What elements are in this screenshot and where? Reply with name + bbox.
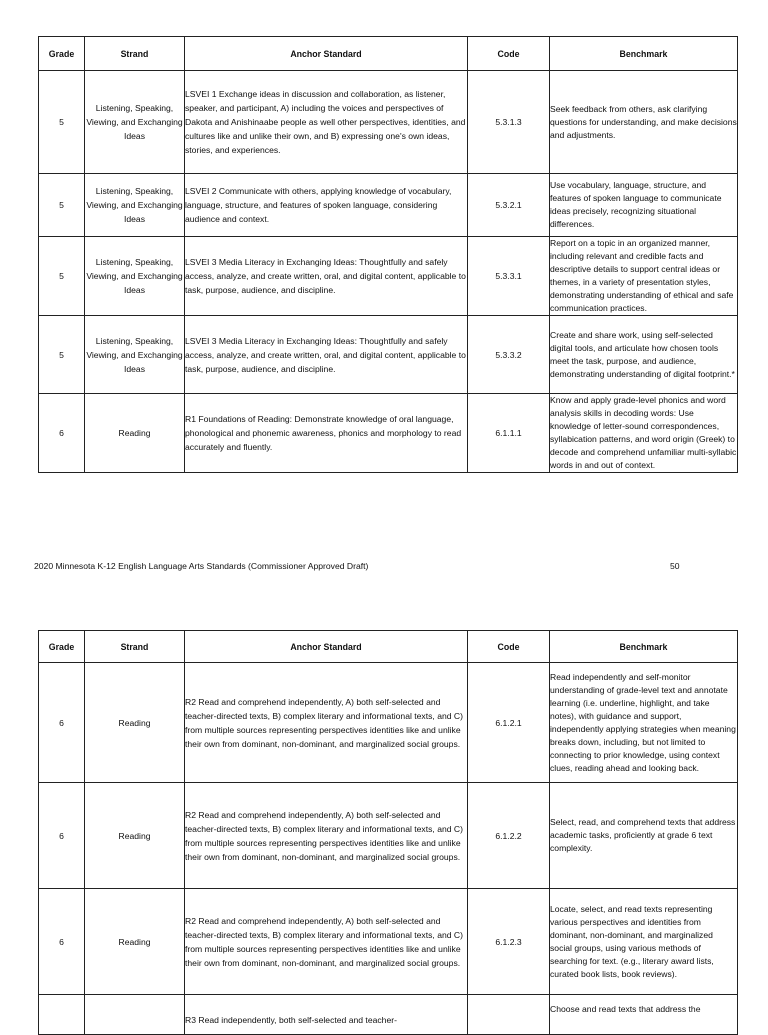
header-grade: Grade [39, 37, 85, 71]
strand-cell: Listening, Speaking, Viewing, and Exchanging Ideas [85, 71, 185, 174]
grade-cell: 6 [39, 394, 85, 473]
benchmark-cell: Seek feedback from others, ask clarifying questions for understanding, and make decisions and adjustments. [550, 71, 738, 174]
table-row [39, 889, 738, 995]
grade-cell: 6 [39, 889, 85, 995]
benchmark-cell: Use vocabulary, language, structure, and features of spoken language to communicate ideas precisely, recognizing situational differences. [550, 174, 738, 237]
grade-cell: 6 [39, 663, 85, 783]
anchor-standard-cell: R2 Read and comprehend independently, A) both self-selected and teacher-directed texts, B) complex literary and informational texts, and C) from multiple sources representing perspectives identities like and unlike their own from dominant, non-dominant, and marginalized social groups. [185, 663, 468, 783]
grade-cell: 5 [39, 316, 85, 394]
table-row [39, 783, 738, 889]
header-strand: Strand [85, 37, 185, 71]
benchmark-cell: Select, read, and comprehend texts that address academic tasks, proficiently at grade 6 text complexity. [550, 783, 738, 889]
footer-document-title: 2020 Minnesota K-12 English Language Arts Standards (Commissioner Approved Draft) [34, 561, 369, 571]
strand-cell: Reading [85, 783, 185, 889]
anchor-standard-cell: R1 Foundations of Reading: Demonstrate knowledge of oral language, phonological and phonemic awareness, phonics and morphology to read accurately and fluently. [185, 394, 468, 473]
anchor-standard-cell: LSVEI 3 Media Literacy in Exchanging Ideas: Thoughtfully and safely access, analyze, and create written, oral, and digital content, applicable to task, purpose, audience, and discipline. [185, 316, 468, 394]
grade-cell: 5 [39, 71, 85, 174]
strand-cell: Reading [85, 889, 185, 995]
table-row [39, 237, 738, 316]
header-benchmark: Benchmark [550, 37, 738, 71]
code-cell: 5.3.3.1 [468, 237, 550, 316]
header-anchor-standard: Anchor Standard [185, 631, 468, 663]
table-header-row [39, 37, 738, 71]
strand-cell: Listening, Speaking, Viewing, and Exchanging Ideas [85, 237, 185, 316]
code-cell: 5.3.3.2 [468, 316, 550, 394]
table-row [39, 394, 738, 473]
benchmark-cell: Know and apply grade-level phonics and word analysis skills in decoding words: Use knowledge of letter-sound correspondences, syllabication patterns, and word origin (Greek) to decode and comprehend unfamiliar multi-syllabic words in and out of context. [550, 394, 738, 473]
benchmark-cell: Locate, select, and read texts representing various perspectives and identities from dominant, non-dominant, and marginalized social groups, using various methods of searching for text. (e.g., literary award lists, curated book lists, book reviews). [550, 889, 738, 995]
anchor-standard-cell: LSVEI 1 Exchange ideas in discussion and collaboration, as listener, speaker, and participant, A) including the voices and perspectives of Dakota and Anishinaabe people as well other perspectives, identities, and cultures like and unlike their own, and B) expressing one's own ideas, stories, and experiences. [185, 71, 468, 174]
code-cell: 5.3.1.3 [468, 71, 550, 174]
benchmark-cell: Choose and read texts that address the [550, 995, 738, 1035]
anchor-standard-cell: R2 Read and comprehend independently, A) both self-selected and teacher-directed texts, B) complex literary and informational texts, and C) from multiple sources representing perspectives identities like and unlike their own from dominant, non-dominant, and marginalized social groups. [185, 783, 468, 889]
benchmark-cell: Read independently and self-monitor understanding of grade-level text and annotate learning (i.e. underline, highlight, and take notes), with guidance and support, independently applying strategies when meaning breaks down, including, but not limited to connecting to prior knowledge, using context clues, reading ahead and looking back. [550, 663, 738, 783]
table-row [39, 316, 738, 394]
table-header-row [39, 631, 738, 663]
anchor-standard-cell: R3 Read independently, both self-selected and teacher- [185, 995, 468, 1035]
table-row [39, 663, 738, 783]
code-cell: 6.1.1.1 [468, 394, 550, 473]
header-anchor-standard: Anchor Standard [185, 37, 468, 71]
grade-cell: 6 [39, 783, 85, 889]
strand-cell [85, 995, 185, 1035]
header-code: Code [468, 631, 550, 663]
table-row [39, 995, 738, 1035]
code-cell [468, 995, 550, 1035]
header-code: Code [468, 37, 550, 71]
anchor-standard-cell: R2 Read and comprehend independently, A) both self-selected and teacher-directed texts, B) complex literary and informational texts, and C) from multiple sources representing perspectives identities like and unlike their own from dominant, non-dominant, and marginalized social groups. [185, 889, 468, 995]
standards-table-bottom [38, 630, 738, 1035]
code-cell: 6.1.2.1 [468, 663, 550, 783]
code-cell: 5.3.2.1 [468, 174, 550, 237]
table-row [39, 71, 738, 174]
header-strand: Strand [85, 631, 185, 663]
header-benchmark: Benchmark [550, 631, 738, 663]
strand-cell: Reading [85, 394, 185, 473]
strand-cell: Reading [85, 663, 185, 783]
benchmark-cell: Report on a topic in an organized manner, including relevant and credible facts and descriptive details to support central ideas or themes, in a variety of presentation styles, demonstrating understanding of ethical and safe communication practices. [550, 237, 738, 316]
header-grade: Grade [39, 631, 85, 663]
anchor-standard-cell: LSVEI 3 Media Literacy in Exchanging Ideas: Thoughtfully and safely access, analyze, and create written, oral, and digital content, applicable to task, purpose, audience, and discipline. [185, 237, 468, 316]
grade-cell [39, 995, 85, 1035]
strand-cell: Listening, Speaking, Viewing, and Exchanging Ideas [85, 174, 185, 237]
code-cell: 6.1.2.3 [468, 889, 550, 995]
code-cell: 6.1.2.2 [468, 783, 550, 889]
page-number: 50 [670, 561, 680, 571]
grade-cell: 5 [39, 174, 85, 237]
anchor-standard-cell: LSVEI 2 Communicate with others, applying knowledge of vocabulary, language, structure, and features of spoken language, considering audience and context. [185, 174, 468, 237]
standards-table-top [38, 36, 738, 473]
table-row [39, 174, 738, 237]
benchmark-cell: Create and share work, using self-selected digital tools, and articulate how chosen tools meet the task, purpose, and audience, demonstrating understanding of digital footprint.* [550, 316, 738, 394]
strand-cell: Listening, Speaking, Viewing, and Exchanging Ideas [85, 316, 185, 394]
grade-cell: 5 [39, 237, 85, 316]
